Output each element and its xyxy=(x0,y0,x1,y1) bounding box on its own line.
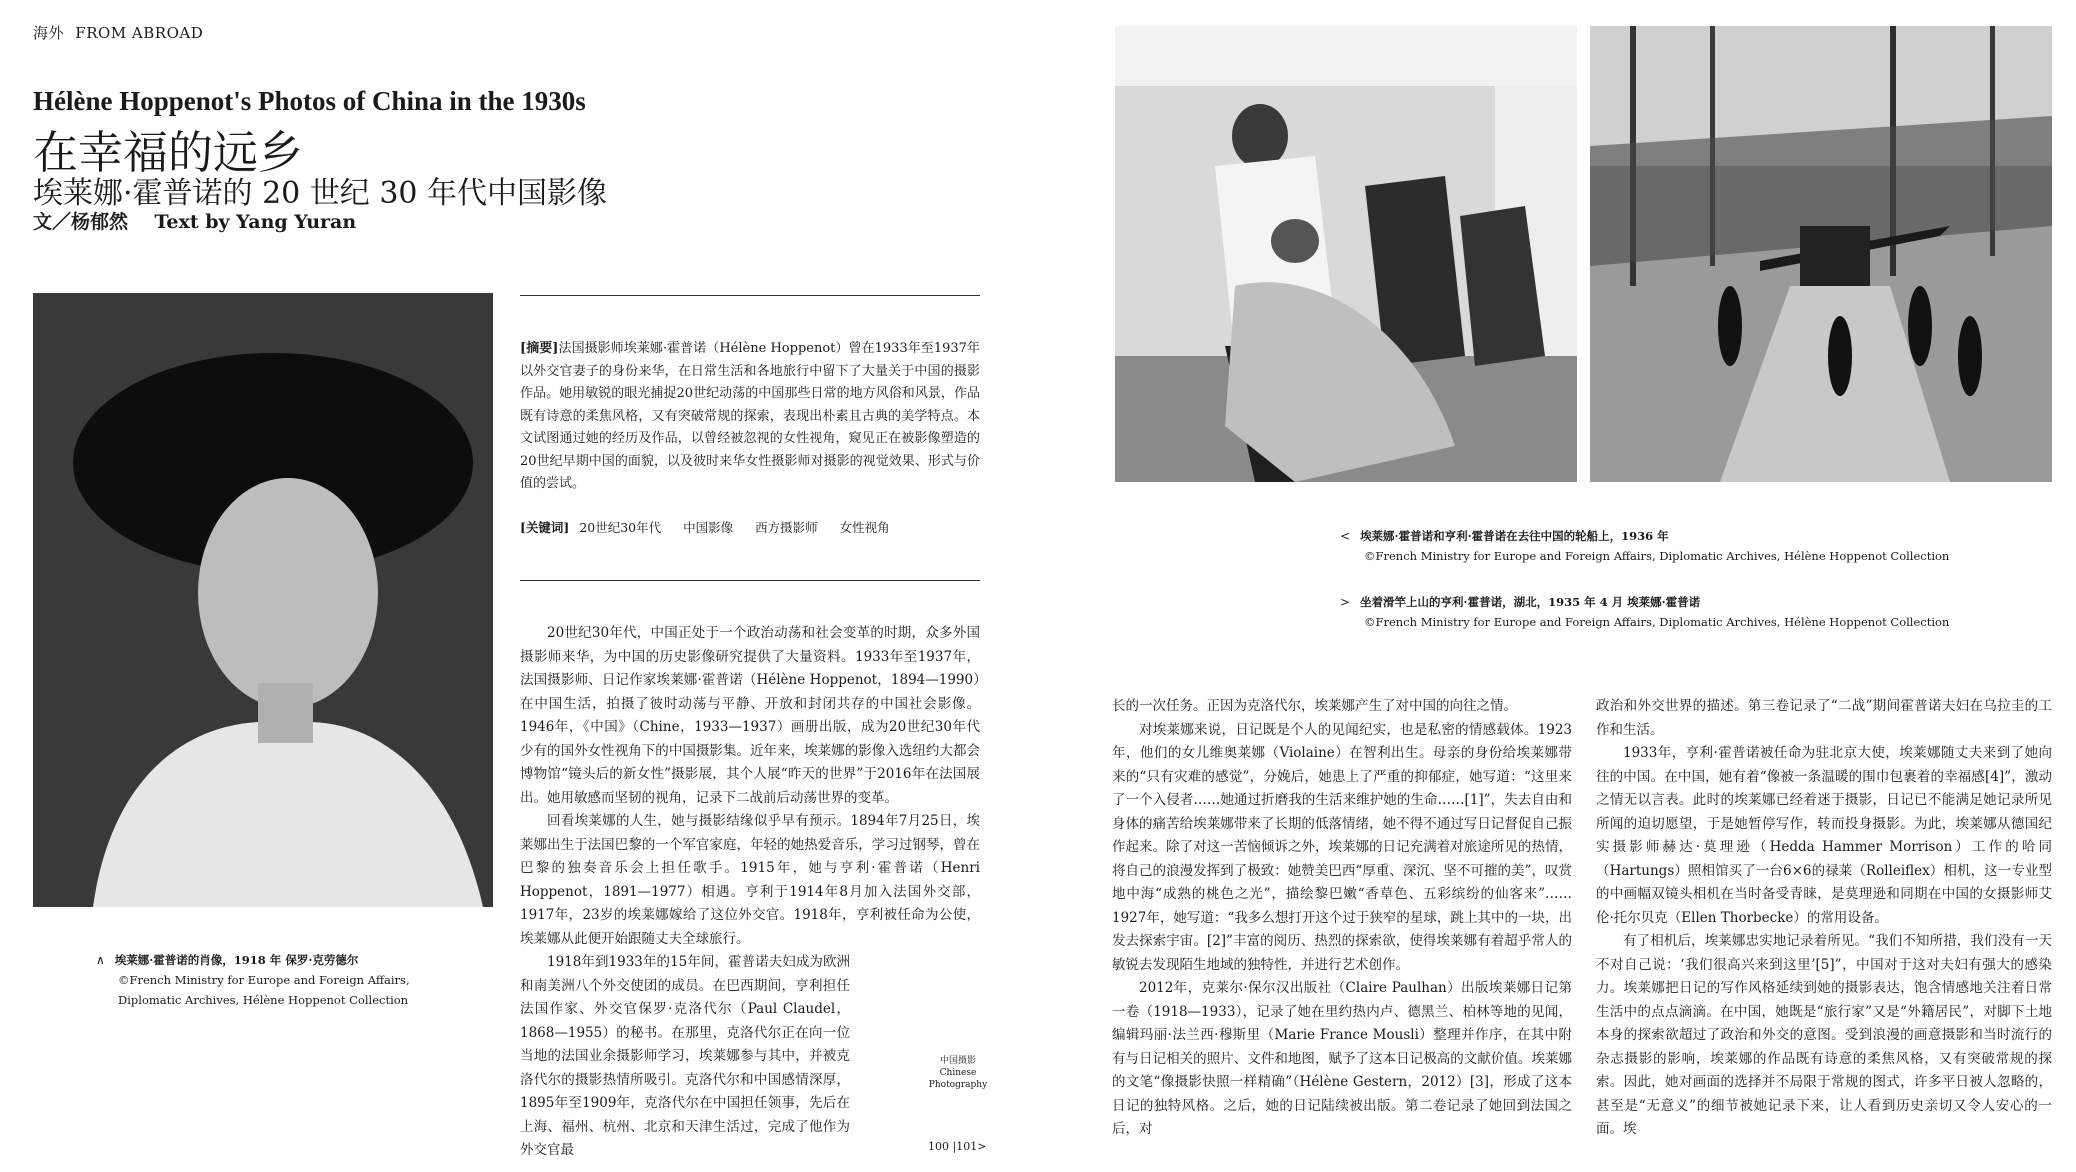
caption-arrow-up-icon: ∧ xyxy=(96,953,105,967)
sidenote-cn: 中国摄影 xyxy=(939,1056,976,1066)
body-paragraph: 1933年，亨利·霍普诺被任命为驻北京大使，埃莱娜随丈夫来到了她向往的中国。在中国，她有着“像被一条温暖的围巾包裹着的幸福感[4]”，激动之情无以言表。此时的埃莱娜已经着迷于摄影，日记已不能满足她记录所见所闻的迫切愿望，于是她暂停写作，转而投身摄影。为此，埃莱娜从德国纪实摄影师赫达·莫理逊（Hedda Hammer Morrison）工作的哈同（Hartungs）照相馆买了一台6×6的禄莱（Rolleiflex）相机，这一专业型的中画幅双镜头相机在当时备受青睐，是莫理逊和同期在中国的女摄影师艾伦·托尔贝克（Ellen Thorbecke）的常用设备。 xyxy=(1596,745,2052,926)
keyword: 20世纪30年代 xyxy=(579,520,662,535)
sidenote-en2: Photography xyxy=(928,1080,988,1090)
abstract-bottom-rule xyxy=(520,580,980,581)
ship-caption xyxy=(1340,526,2060,566)
keyword: 女性视角 xyxy=(839,520,890,535)
ship-deck-photo xyxy=(1115,26,1577,482)
body-paragraph: 有了相机后，埃莱娜忠实地记录着所见。“我们不知所措，我们没有一天不对自己说：‘我们很高兴来到这里’[5]”，中国对于这对夫妇有强大的感染力。埃莱娜把日记的写作风格延续到她的摄影表达，饱含情感地关注着日常生活中的点点滴滴。在中国，她既是“旅行家”又是“外籍居民”，对脚下土地本身的探索欲超过了政治和外交的意图。受到浪漫的画意摄影和当时流行的杂志摄影的影响，埃莱娜的作品既有诗意的柔焦风格，又有突破常规的探索。因此，她对画面的选择并不局限于常规的图式，许多平日被人忽略的，甚至是“无意义”的细节被她记录下来，让人看到历史亲切又令人安心的一面。埃 xyxy=(1596,933,2052,1137)
ship-caption-line1: 埃莱娜·霍普诺和亨利·霍普诺在去往中国的轮船上，1936 年 xyxy=(1360,529,1669,543)
article-subtitle: 埃莱娜·霍普诺的 20 世纪 30 年代中国影像 xyxy=(33,176,608,211)
portrait-caption-title xyxy=(96,950,478,970)
body-column-left xyxy=(520,622,980,1163)
sedan-caption-line1: 坐着滑竿上山的亨利·霍普诺，湖北，1935 年 4 月 埃莱娜·霍普诺 xyxy=(1360,595,1701,609)
page-numbers: 100 |101> xyxy=(928,1140,987,1153)
body-paragraph: 回看埃莱娜的人生，她与摄影结缘似乎早有预示。1894年7月25日，埃莱娜出生于法国巴黎的一个军官家庭，年轻的她热爱音乐，学习过钢琴，曾在巴黎的独奏音乐会上担任歌手。1915年，她与亨利·霍普诺（Henri Hoppenot，1891—1977）相遇。亨利于1914年8月加入法国外交部，1917年，23岁的埃莱娜嫁给了这位外交官。1918年，亨利被任命为公使，埃莱娜从此便开始跟随丈夫全球旅行。 xyxy=(520,813,980,947)
section-tag xyxy=(33,22,203,43)
sedan-caption-credit: ©French Ministry for Europe and Foreign Affairs, Diplomatic Archives, Hélène Hoppenot Collection xyxy=(1364,615,1950,629)
keyword: 中国影像 xyxy=(683,520,734,535)
body-column-middle xyxy=(1112,695,1572,1142)
sedan-caption xyxy=(1340,592,2060,632)
portrait-caption-line1: 埃莱娜·霍普诺的肖像，1918 年 保罗·克劳德尔 xyxy=(114,953,359,967)
abstract-top-rule xyxy=(520,295,980,296)
byline: 文／杨郁然 Text by Yang Yuran xyxy=(33,211,357,233)
section-cn: 海外 xyxy=(33,24,65,42)
abstract-label: [摘要] xyxy=(520,341,559,356)
sedan-chair-photo xyxy=(1590,26,2052,482)
abstract-text: 法国摄影师埃莱娜·霍普诺（Hélène Hoppenot）曾在1933年至1937年以外交官妻子的身份来华，在日常生活和各地旅行中留下了大量关于中国的摄影作品。她用敏锐的眼光捕捉20世纪动荡的中国那些日常的地方风俗和风景，作品既有诗意的柔焦风格，又有突破常规的探索，表现出朴素且古典的美学特点。本文试图通过她的经历及作品，以曾经被忽视的女性视角，窥见正在被影像塑造的20世纪早期中国的面貌，以及彼时来华女性摄影师对摄影的视觉效果、形式与价值的尝试。 xyxy=(520,341,980,491)
portrait-caption-credit1: ©French Ministry for Europe and Foreign Affairs, xyxy=(118,973,410,987)
body-paragraph: 政治和外交世界的描述。第三卷记录了“二战”期间霍普诺夫妇在乌拉圭的工作和生活。 xyxy=(1596,698,2052,738)
body-column-right xyxy=(1596,695,2052,1142)
portrait-caption-credit2: Diplomatic Archives, Hélène Hoppenot Collection xyxy=(118,993,409,1007)
article-title-en: Hélène Hoppenot's Photos of China in the 1930s xyxy=(33,86,586,116)
abstract xyxy=(520,338,980,496)
body-paragraph: 20世纪30年代，中国正处于一个政治动荡和社会变革的时期，众多外国摄影师来华，为中国的历史影像研究提供了大量资料。1933年至1937年，法国摄影师、日记作家埃莱娜·霍普诺（Hélène Hoppenot，1894—1990）在中国生活，拍摄了彼时动荡与平静、开放和封闭共存的中国社会影像。1946年，《中国》（Chine，1933—1937）画册出版，成为20世纪30年代少有的国外女性视角下的中国摄影集。近年来，埃莱娜的影像入选纽约大都会博物馆“镜头后的新女性”摄影展，其个人展“昨天的世界”于2016年在法国展出。她用敏感而坚韧的视角，记录下二战前后动荡世界的变革。 xyxy=(520,625,980,806)
caption-arrow-left-icon: < xyxy=(1340,529,1351,543)
keywords-label: [关键词] xyxy=(520,520,570,535)
body-paragraph: 1918年到1933年的15年间，霍普诺夫妇成为欧洲和南美洲八个外交使团的成员。在巴西期间，亨利担任法国作家、外交官保罗·克洛代尔（Paul Claudel，1868—1955）的秘书。在那里，克洛代尔正在向一位当地的法国业余摄影师学习，埃莱娜参与其中，并被克洛代尔的摄影热情所吸引。克洛代尔和中国感情深厚，1895年至1909年，克洛代尔在中国担任领事，先后在上海、福州、杭州、北京和天津生活过，完成了他作为外交官最 xyxy=(520,954,850,1158)
magazine-sidenote xyxy=(928,1055,988,1091)
portrait-photo xyxy=(33,293,493,907)
keywords xyxy=(520,518,908,536)
portrait-caption xyxy=(96,950,478,1010)
body-paragraph: 2012年，克莱尔·保尔汉出版社（Claire Paulhan）出版埃莱娜日记第一卷（1918—1933），记录了她在里约热内卢、德黑兰、柏林等地的见闻，编辑玛丽·法兰西·穆斯里（Marie France Mousli）整理并作序，在其中附有与日记相关的照片、文件和地图，赋予了这本日记极高的文献价值。埃莱娜的文笔“像摄影快照一样精确”（Hélène Gestern，2012）[3]，形成了这本日记的独特风格。之后，她的日记陆续被出版。第二卷记录了她回到法国之后，对 xyxy=(1112,980,1572,1137)
body-paragraph: 长的一次任务。正因为克洛代尔，埃莱娜产生了对中国的向往之情。 xyxy=(1112,698,1517,714)
sidenote-en1: Chinese xyxy=(939,1068,977,1078)
body-paragraph: 对埃莱娜来说，日记既是个人的见闻纪实，也是私密的情感载体。1923年，他们的女儿维奥莱娜（Violaine）在智利出生。母亲的身份给埃莱娜带来的“只有灾难的感觉”，分娩后，她患上了严重的抑郁症，她写道：“这里来了一个入侵者……她通过折磨我的生活来维护她的生命……[1]”，失去自由和身体的痛苦给埃莱娜带来了长期的低落情绪，她不得不通过写日记督促自己振作起来。除了对这一苦恼倾诉之外，埃莱娜的日记充满着对旅途所见的热情，将自己的浪漫发挥到了极致：她赞美巴西“厚重、深沉、坚不可摧的美”，叹赏地中海“成熟的桃色之光”，描绘黎巴嫩“香草色、五彩缤纷的仙客来”……1927年，她写道：“我多么想打开这个过于狭窄的星球，跳上其中的一块，出发去探索宇宙。[2]”丰富的阅历、热烈的探索欲，使得埃莱娜有着超乎常人的敏锐去发现陌生地域的独特性，并进行艺术创作。 xyxy=(1112,721,1572,973)
caption-arrow-right-icon: > xyxy=(1340,595,1351,609)
keyword: 西方摄影师 xyxy=(755,520,818,535)
section-en: FROM ABROAD xyxy=(75,24,204,42)
article-title-cn: 在幸福的远乡 xyxy=(33,126,304,179)
ship-caption-credit: ©French Ministry for Europe and Foreign Affairs, Diplomatic Archives, Hélène Hoppenot Collection xyxy=(1364,549,1950,563)
